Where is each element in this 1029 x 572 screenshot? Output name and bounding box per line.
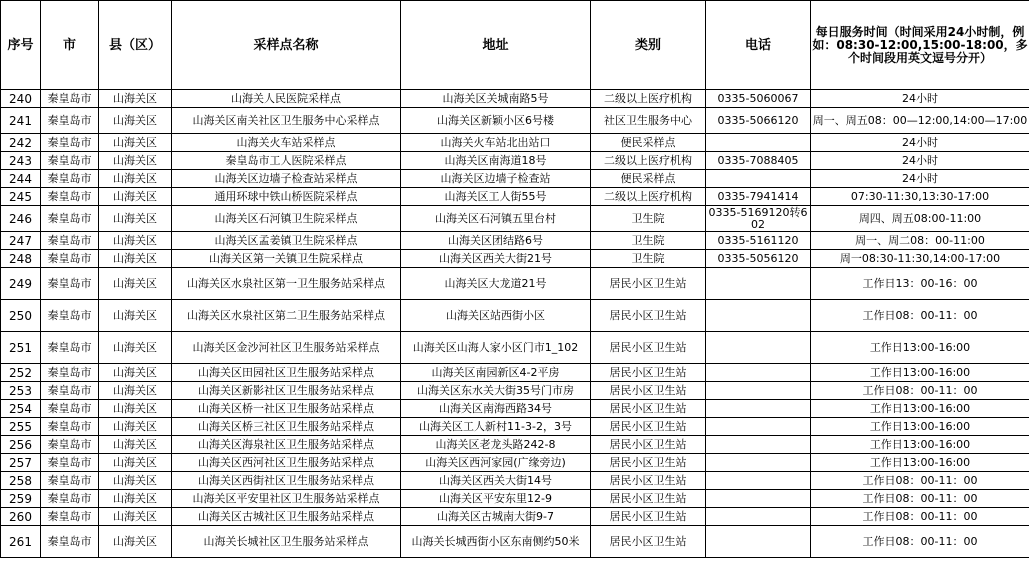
cell-site: 山海关火车站采样点 <box>172 134 401 152</box>
header-address: 地址 <box>401 1 591 90</box>
cell-category: 居民小区卫生站 <box>591 508 706 526</box>
cell-no: 258 <box>1 472 41 490</box>
cell-category: 二级以上医疗机构 <box>591 152 706 170</box>
cell-phone <box>706 170 811 188</box>
cell-site: 山海关区孟姜镇卫生院采样点 <box>172 232 401 250</box>
cell-county: 山海关区 <box>99 232 172 250</box>
cell-county: 山海关区 <box>99 526 172 558</box>
table-row <box>1 400 1029 418</box>
cell-site: 山海关区金沙河社区卫生服务站采样点 <box>172 332 401 364</box>
cell-category: 居民小区卫生站 <box>591 490 706 508</box>
cell-no: 240 <box>1 90 41 108</box>
cell-city: 秦皇岛市 <box>41 472 99 490</box>
cell-county: 山海关区 <box>99 490 172 508</box>
cell-address: 山海关区山海人家小区门市1_102 <box>401 332 591 364</box>
cell-phone: 0335-5056120 <box>706 250 811 268</box>
cell-address: 山海关区西河家园(广缘旁边) <box>401 454 591 472</box>
cell-city: 秦皇岛市 <box>41 382 99 400</box>
cell-county: 山海关区 <box>99 508 172 526</box>
cell-category: 居民小区卫生站 <box>591 300 706 332</box>
cell-county: 山海关区 <box>99 152 172 170</box>
cell-phone <box>706 268 811 300</box>
cell-address: 山海关区工人新村11-3-2，3号 <box>401 418 591 436</box>
cell-site: 山海关长城社区卫生服务站采样点 <box>172 526 401 558</box>
cell-no: 246 <box>1 206 41 232</box>
cell-site: 山海关区边墙子检查站采样点 <box>172 170 401 188</box>
cell-category: 居民小区卫生站 <box>591 332 706 364</box>
cell-city: 秦皇岛市 <box>41 490 99 508</box>
cell-time: 工作日13:00-16:00 <box>811 454 1029 472</box>
cell-address: 山海关火车站北出站口 <box>401 134 591 152</box>
cell-time: 工作日08：00-11：00 <box>811 382 1029 400</box>
cell-time: 工作日08：00-11：00 <box>811 508 1029 526</box>
cell-site: 山海关区水泉社区第一卫生服务站采样点 <box>172 268 401 300</box>
table-row <box>1 436 1029 454</box>
cell-county: 山海关区 <box>99 300 172 332</box>
cell-category: 居民小区卫生站 <box>591 418 706 436</box>
table-row <box>1 232 1029 250</box>
cell-time: 24小时 <box>811 152 1029 170</box>
table-row <box>1 170 1029 188</box>
header-service-time: 每日服务时间（时间采用24小时制，例如：08:30-12:00,15:00-18:00，多个时间段用英文逗号分开） <box>811 1 1029 90</box>
cell-phone <box>706 508 811 526</box>
cell-no: 247 <box>1 232 41 250</box>
cell-address: 山海关区老龙头路242-8 <box>401 436 591 454</box>
cell-category: 便民采样点 <box>591 134 706 152</box>
cell-address: 山海关区南园新区4-2平房 <box>401 364 591 382</box>
cell-city: 秦皇岛市 <box>41 454 99 472</box>
table-row <box>1 90 1029 108</box>
header-city: 市 <box>41 1 99 90</box>
cell-county: 山海关区 <box>99 206 172 232</box>
cell-address: 山海关区南海道18号 <box>401 152 591 170</box>
cell-category: 二级以上医疗机构 <box>591 188 706 206</box>
cell-phone: 0335-5066120 <box>706 108 811 134</box>
cell-county: 山海关区 <box>99 382 172 400</box>
cell-no: 248 <box>1 250 41 268</box>
cell-city: 秦皇岛市 <box>41 526 99 558</box>
cell-phone <box>706 332 811 364</box>
cell-category: 二级以上医疗机构 <box>591 90 706 108</box>
cell-address: 山海关区关城南路5号 <box>401 90 591 108</box>
table-row <box>1 332 1029 364</box>
cell-no: 260 <box>1 508 41 526</box>
cell-time: 工作日13：00-16：00 <box>811 268 1029 300</box>
cell-city: 秦皇岛市 <box>41 332 99 364</box>
cell-no: 259 <box>1 490 41 508</box>
cell-city: 秦皇岛市 <box>41 170 99 188</box>
cell-site: 山海关区石河镇卫生院采样点 <box>172 206 401 232</box>
cell-county: 山海关区 <box>99 436 172 454</box>
cell-no: 253 <box>1 382 41 400</box>
cell-no: 244 <box>1 170 41 188</box>
cell-no: 256 <box>1 436 41 454</box>
table-row <box>1 108 1029 134</box>
table-row <box>1 364 1029 382</box>
cell-category: 卫生院 <box>591 250 706 268</box>
cell-city: 秦皇岛市 <box>41 250 99 268</box>
table-row <box>1 206 1029 232</box>
cell-time: 工作日13:00-16:00 <box>811 436 1029 454</box>
cell-city: 秦皇岛市 <box>41 400 99 418</box>
cell-phone: 0335-5161120 <box>706 232 811 250</box>
cell-city: 秦皇岛市 <box>41 206 99 232</box>
cell-phone <box>706 418 811 436</box>
cell-county: 山海关区 <box>99 472 172 490</box>
cell-address: 山海关区工人街55号 <box>401 188 591 206</box>
cell-category: 便民采样点 <box>591 170 706 188</box>
cell-site: 山海关区南关社区卫生服务中心采样点 <box>172 108 401 134</box>
cell-phone <box>706 382 811 400</box>
cell-no: 255 <box>1 418 41 436</box>
cell-phone <box>706 526 811 558</box>
cell-city: 秦皇岛市 <box>41 300 99 332</box>
cell-site: 山海关区第一关镇卫生院采样点 <box>172 250 401 268</box>
header-row <box>1 1 1029 90</box>
cell-time: 07:30-11:30,13:30-17:00 <box>811 188 1029 206</box>
cell-no: 252 <box>1 364 41 382</box>
cell-site: 山海关区西街社区卫生服务站采样点 <box>172 472 401 490</box>
cell-address: 山海关区新颖小区6号楼 <box>401 108 591 134</box>
cell-site: 山海关区田园社区卫生服务站采样点 <box>172 364 401 382</box>
cell-category: 居民小区卫生站 <box>591 526 706 558</box>
cell-site: 通用环球中铁山桥医院采样点 <box>172 188 401 206</box>
cell-phone <box>706 400 811 418</box>
cell-category: 卫生院 <box>591 232 706 250</box>
cell-time: 工作日08：00-11：00 <box>811 472 1029 490</box>
cell-site: 山海关区桥三社区卫生服务站采样点 <box>172 418 401 436</box>
cell-address: 山海关区石河镇五里台村 <box>401 206 591 232</box>
cell-city: 秦皇岛市 <box>41 188 99 206</box>
cell-county: 山海关区 <box>99 134 172 152</box>
cell-category: 社区卫生服务中心 <box>591 108 706 134</box>
cell-phone: 0335-7941414 <box>706 188 811 206</box>
cell-address: 山海关区站西街小区 <box>401 300 591 332</box>
cell-category: 居民小区卫生站 <box>591 400 706 418</box>
table-row <box>1 418 1029 436</box>
cell-site: 山海关人民医院采样点 <box>172 90 401 108</box>
cell-address: 山海关区大龙道21号 <box>401 268 591 300</box>
cell-no: 241 <box>1 108 41 134</box>
cell-category: 居民小区卫生站 <box>591 268 706 300</box>
cell-no: 254 <box>1 400 41 418</box>
cell-address: 山海关区南海西路34号 <box>401 400 591 418</box>
table-row <box>1 526 1029 558</box>
cell-phone <box>706 454 811 472</box>
cell-county: 山海关区 <box>99 188 172 206</box>
cell-county: 山海关区 <box>99 454 172 472</box>
cell-site: 山海关区桥一社区卫生服务站采样点 <box>172 400 401 418</box>
cell-county: 山海关区 <box>99 400 172 418</box>
cell-city: 秦皇岛市 <box>41 418 99 436</box>
cell-time: 24小时 <box>811 134 1029 152</box>
cell-no: 245 <box>1 188 41 206</box>
table-row <box>1 508 1029 526</box>
cell-time: 工作日13:00-16:00 <box>811 364 1029 382</box>
cell-time: 24小时 <box>811 90 1029 108</box>
cell-time: 工作日13:00-16:00 <box>811 332 1029 364</box>
cell-time: 周一、周五08：00—12:00,14:00—17:00 <box>811 108 1029 134</box>
cell-county: 山海关区 <box>99 108 172 134</box>
cell-phone <box>706 472 811 490</box>
cell-city: 秦皇岛市 <box>41 152 99 170</box>
cell-time: 周一、周二08：00-11:00 <box>811 232 1029 250</box>
table-row <box>1 454 1029 472</box>
table-row <box>1 382 1029 400</box>
cell-address: 山海关区古城南大街9-7 <box>401 508 591 526</box>
cell-no: 257 <box>1 454 41 472</box>
cell-phone <box>706 436 811 454</box>
cell-site: 山海关区古城社区卫生服务站采样点 <box>172 508 401 526</box>
cell-city: 秦皇岛市 <box>41 268 99 300</box>
header-no: 序号 <box>1 1 41 90</box>
cell-no: 250 <box>1 300 41 332</box>
cell-address: 山海关区东水关大街35号门市房 <box>401 382 591 400</box>
cell-site: 山海关区西河社区卫生服务站采样点 <box>172 454 401 472</box>
cell-site: 秦皇岛市工人医院采样点 <box>172 152 401 170</box>
cell-time: 24小时 <box>811 170 1029 188</box>
cell-time: 周一08:30-11:30,14:00-17:00 <box>811 250 1029 268</box>
cell-time: 周四、周五08:00-11:00 <box>811 206 1029 232</box>
cell-site: 山海关区新影社区卫生服务站采样点 <box>172 382 401 400</box>
cell-no: 242 <box>1 134 41 152</box>
cell-city: 秦皇岛市 <box>41 436 99 454</box>
cell-city: 秦皇岛市 <box>41 108 99 134</box>
cell-time: 工作日13:00-16:00 <box>811 418 1029 436</box>
cell-site: 山海关区平安里社区卫生服务站采样点 <box>172 490 401 508</box>
cell-site: 山海关区水泉社区第二卫生服务站采样点 <box>172 300 401 332</box>
cell-address: 山海关区西关大街14号 <box>401 472 591 490</box>
cell-city: 秦皇岛市 <box>41 364 99 382</box>
cell-no: 249 <box>1 268 41 300</box>
cell-county: 山海关区 <box>99 418 172 436</box>
cell-county: 山海关区 <box>99 170 172 188</box>
cell-county: 山海关区 <box>99 250 172 268</box>
cell-county: 山海关区 <box>99 364 172 382</box>
cell-time: 工作日13:00-16:00 <box>811 400 1029 418</box>
cell-category: 居民小区卫生站 <box>591 364 706 382</box>
cell-address: 山海关长城西街小区东南侧约50米 <box>401 526 591 558</box>
cell-county: 山海关区 <box>99 332 172 364</box>
cell-county: 山海关区 <box>99 90 172 108</box>
cell-phone: 0335-7088405 <box>706 152 811 170</box>
cell-category: 居民小区卫生站 <box>591 454 706 472</box>
cell-city: 秦皇岛市 <box>41 134 99 152</box>
cell-time: 工作日08：00-11：00 <box>811 300 1029 332</box>
cell-site: 山海关区海泉社区卫生服务站采样点 <box>172 436 401 454</box>
cell-no: 243 <box>1 152 41 170</box>
cell-no: 251 <box>1 332 41 364</box>
cell-time: 工作日08：00-11：00 <box>811 526 1029 558</box>
header-site: 采样点名称 <box>172 1 401 90</box>
table-row <box>1 152 1029 170</box>
cell-city: 秦皇岛市 <box>41 232 99 250</box>
cell-no: 261 <box>1 526 41 558</box>
header-county: 县（区） <box>99 1 172 90</box>
cell-phone <box>706 490 811 508</box>
cell-address: 山海关区团结路6号 <box>401 232 591 250</box>
cell-address: 山海关区西关大街21号 <box>401 250 591 268</box>
cell-city: 秦皇岛市 <box>41 508 99 526</box>
cell-category: 居民小区卫生站 <box>591 436 706 454</box>
cell-phone: 0335-5169120转602 <box>706 206 811 232</box>
table-row <box>1 188 1029 206</box>
table-row <box>1 268 1029 300</box>
cell-county: 山海关区 <box>99 268 172 300</box>
cell-category: 卫生院 <box>591 206 706 232</box>
table-row <box>1 472 1029 490</box>
cell-category: 居民小区卫生站 <box>591 382 706 400</box>
table-row <box>1 490 1029 508</box>
header-phone: 电话 <box>706 1 811 90</box>
header-category: 类别 <box>591 1 706 90</box>
table-row <box>1 300 1029 332</box>
cell-phone <box>706 364 811 382</box>
cell-phone <box>706 300 811 332</box>
table-row <box>1 250 1029 268</box>
cell-category: 居民小区卫生站 <box>591 472 706 490</box>
cell-phone: 0335-5060067 <box>706 90 811 108</box>
cell-city: 秦皇岛市 <box>41 90 99 108</box>
cell-address: 山海关区边墙子检查站 <box>401 170 591 188</box>
table-row <box>1 134 1029 152</box>
cell-time: 工作日08：00-11：00 <box>811 490 1029 508</box>
cell-address: 山海关区平安东里12-9 <box>401 490 591 508</box>
cell-phone <box>706 134 811 152</box>
